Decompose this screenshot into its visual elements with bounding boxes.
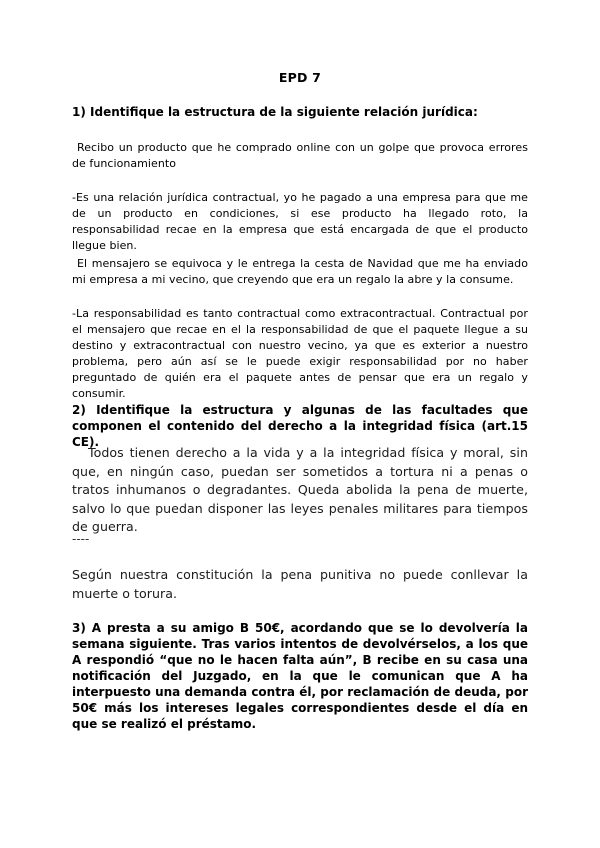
question-3-heading: 3) A presta a su amigo B 50€, acordando que se lo devolvería la semana siguiente. Tras varios intentos de devolvérselos, a los que A respondió “que no le hacen falta aún”, B recibe en su casa una notificación del Juzgado, en la que le comunican que A ha interpuesto una demanda contra él, por reclamación de deuda, por 50€ más los intereses legales correspondientes desde el día en que se realizó el préstamo. bbox=[72, 621, 528, 731]
question-1-answer-2: -La responsabilidad es tanto contractual como extracontractual. Contractual por el mensajero que recae en el la responsabilidad de que el paquete llegue a su destino y extracontractual con nuestro vecino, ya que es exterior a nuestro problema, pero aún así se le puede exigir responsabilidad por no haber preguntado de quién era el paquete antes de pensar que era un regalo y consumir. bbox=[72, 307, 528, 400]
question-1-answer-1: -Es una relación jurídica contractual, yo he pagado a una empresa para que me de un producto en condiciones, si ese producto ha llegado roto, la responsabilidad recae en la empresa que está encargada de que el producto llegue bien. bbox=[72, 191, 528, 252]
separator: ---- bbox=[72, 532, 90, 546]
question-2-heading: 2) Identifique la estructura y algunas de las facultades que componen el contenido del derecho a la integridad física (art.15 CE). bbox=[72, 403, 528, 449]
question-1-case-2: El mensajero se equivoca y le entrega la cesta de Navidad que me ha enviado mi empresa a mi vecino, que creyendo que era un regalo la abre y la consume. bbox=[72, 257, 528, 286]
document-title: EPD 7 bbox=[278, 70, 322, 85]
question-1-heading: 1) Identifique la estructura de la siguiente relación jurídica: bbox=[72, 105, 478, 119]
question-1-case-1: Recibo un producto que he comprado online con un golpe que provoca errores de funcionamiento bbox=[72, 141, 528, 170]
question-2-answer: Según nuestra constitución la pena punitiva no puede conllevar la muerte o torura. bbox=[72, 567, 528, 601]
question-2-quote: Todos tienen derecho a la vida y a la integridad física y moral, sin que, en ningún caso, puedan ser sometidos a tortura ni a penas o tratos inhumanos o degradantes. Queda abolida la pena de muerte, salvo lo que puedan disponer las leyes penales militares para tiempos de guerra. bbox=[72, 445, 528, 534]
